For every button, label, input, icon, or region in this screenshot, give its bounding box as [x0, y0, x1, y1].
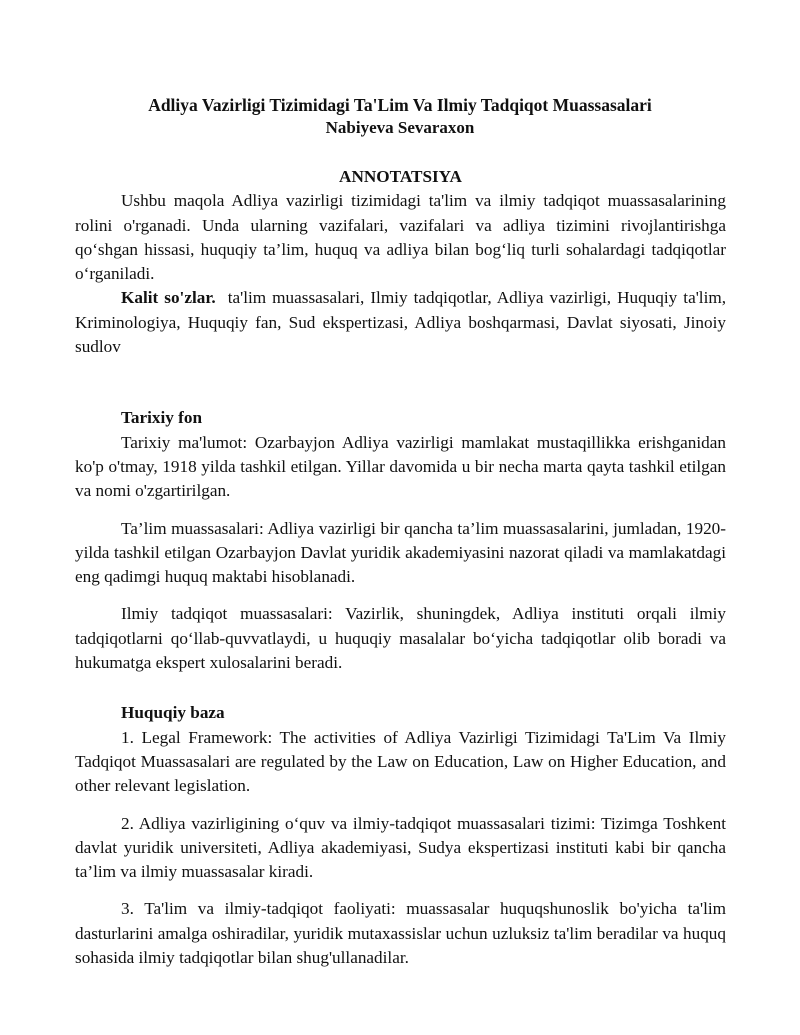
- legal-paragraph-1: 1. Legal Framework: The activities of Adliya Vazirligi Tizimidagi Ta'Lim Va Ilmiy Tadqiqot Muassasalari are regulated by the Law on Education, Law on Higher Education, and other relevant legislation.: [75, 727, 726, 796]
- keywords-paragraph: [75, 286, 726, 359]
- section-heading-history: Tarixiy fon: [121, 408, 203, 428]
- history-paragraph-2: Ta’lim muassasalari: Adliya vazirligi bir qancha ta’lim muassasalarini, jumladan, 1920-yilda tashkil etilgan Ozarbayjon Davlat yuridik akademiyasini nazorat qiladi va mamlakatdagi eng qadimgi huquq maktabi hisoblanadi.: [75, 518, 726, 587]
- history-paragraph-3: Ilmiy tadqiqot muassasalari: Vazirlik, shuningdek, Adliya instituti orqali ilmiy tadqiqotlarni qo‘llab-quvvatlaydi, u huquqiy masalalar bo‘yicha tadqiqotlar olib boradi va hukumatga ekspert xulosalarini beradi.: [75, 604, 726, 673]
- abstract-heading: ANNOTATSIYA: [339, 167, 462, 186]
- section-heading-legal-base: Huquqiy baza: [121, 703, 225, 723]
- document-body: [75, 165, 726, 970]
- legal-paragraph-3: 3. Ta'lim va ilmiy-tadqiqot faoliyati: muassasalar huquqshunoslik bo'yicha ta'lim dasturlarini amalga oshiradilar, yuridik mutaxassislar uchun uzluksiz ta'lim beradilar va huquq sohasida ilmiy tadqiqotlar bilan shug'ullanadilar.: [75, 899, 726, 968]
- history-paragraph-1: Tarixiy ma'lumot: Ozarbayjon Adliya vazirligi mamlakat mustaqillikka erishganidan ko'p o'tmay, 1918 yilda tashkil etilgan. Yillar davomida u bir necha marta qayta tashkil etilgan va nomi o'zgartirilgan.: [75, 432, 726, 501]
- keywords-text: ta'lim muassasalari, Ilmiy tadqiqotlar, Adliya vazirligi, Huquqiy ta'lim, Kriminologiya, Huquqiy fan, Sud ekspertizasi, Adliya boshqarmasi, Davlat siyosati, Jinoiy sudlov: [75, 288, 727, 357]
- keywords-label: Kalit so'zlar.: [121, 288, 216, 308]
- legal-paragraph-2: 2. Adliya vazirligining o‘quv va ilmiy-tadqiqot muassasalari tizimi: Tizimga Toshkent davlat yuridik universiteti, Adliya akademiyasi, Sudya ekspertizasi instituti kabi bir qancha ta’lim va ilmiy muassasalar kiradi.: [75, 813, 726, 882]
- document-title: Adliya Vazirligi Tizimidagi Ta'Lim Va Ilmiy Tadqiqot Muassasalari: [148, 95, 652, 115]
- author-name: Nabiyeva Sevaraxon: [325, 118, 475, 137]
- abstract-paragraph: Ushbu maqola Adliya vazirligi tizimidagi ta'lim va ilmiy tadqiqot muassasalarining rolini o'rganadi. Unda ularning vazifalari, vazifalari va adliya tizimini rivojlantirishga qo‘shgan hissasi, huquqiy ta’lim, huquq va adliya bilan bog‘liq turli sohalardagi tadqiqotlar o‘rganiladi.: [75, 191, 726, 284]
